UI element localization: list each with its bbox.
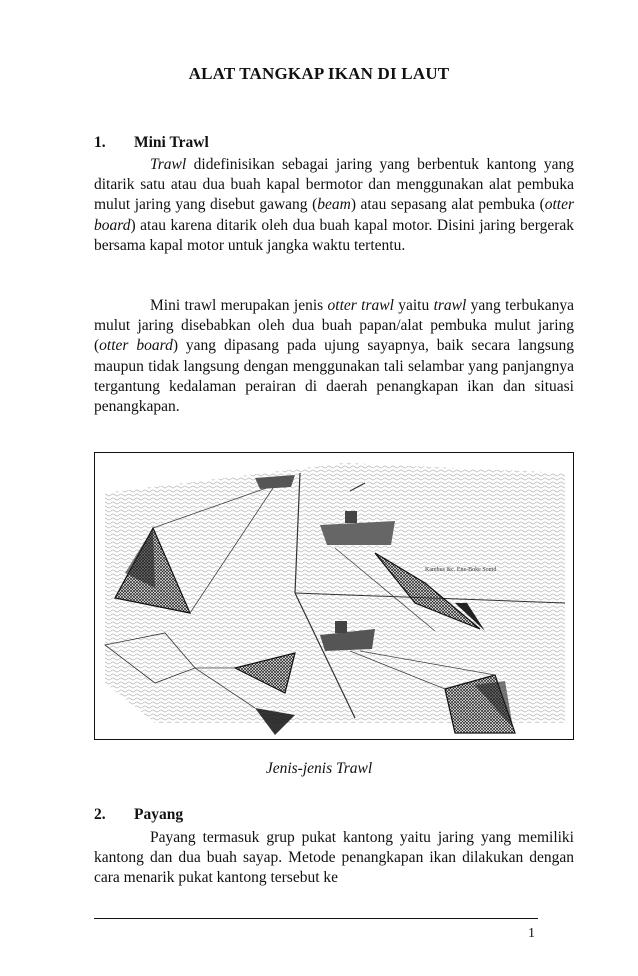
section-1-paragraph-2 [94, 296, 574, 417]
figure-inner-label: Kambus &c. Ene-Boke Somd [425, 567, 497, 573]
section-1-heading [94, 134, 209, 152]
trawl-figure [94, 452, 574, 740]
section-2-heading [94, 806, 183, 824]
section-1-paragraph-2-text: Mini trawl merupakan jenis otter trawl yaitu trawl yang terbukanya mulut jaring disebabkan oleh dua buah papan/alat pembuka mulut jaring (otter board) yang dipasang pada ujung sayapnya, baik secara langsung maupun tidak langsung dengan menggunakan tali selambar yang panjangnya tergantung kedalaman perairan di daerah penangkapan ikan dan situasi penangkapan. [94, 297, 575, 416]
section-2-paragraph-1 [94, 828, 574, 889]
section-1-title: Mini Trawl [134, 134, 209, 151]
section-1-paragraph-1-text: Trawl didefinisikan sebagai jaring yang berbentuk kantong yang ditarik satu atau dua buah kapal bermotor dan menggunakan alat pembuka mulut jaring yang disebut gawang (beam) atau sepasang alat pembuka (otter board) atau karena ditarik oleh dua buah kapal motor. Disini jaring bergerak bersama kapal motor untuk jangka waktu tertentu. [94, 156, 575, 254]
section-2-number: 2. [94, 806, 106, 823]
section-1-paragraph-1 [94, 155, 574, 256]
page-number: 1 [528, 926, 535, 941]
trawl-illustration [95, 453, 572, 738]
footer-divider [94, 918, 538, 919]
figure-caption: Jenis-jenis Trawl [265, 760, 373, 777]
section-2-paragraph-1-text: Payang termasuk grup pukat kantong yaitu jaring yang memiliki kantong dan dua buah sayap. Metode penangkapan ikan dilakukan dengan cara menarik pukat kantong tersebut ke [94, 829, 574, 887]
section-1-number: 1. [94, 134, 106, 151]
page-title: ALAT TANGKAP IKAN DI LAUT [188, 64, 450, 83]
section-2-title: Payang [134, 806, 184, 823]
